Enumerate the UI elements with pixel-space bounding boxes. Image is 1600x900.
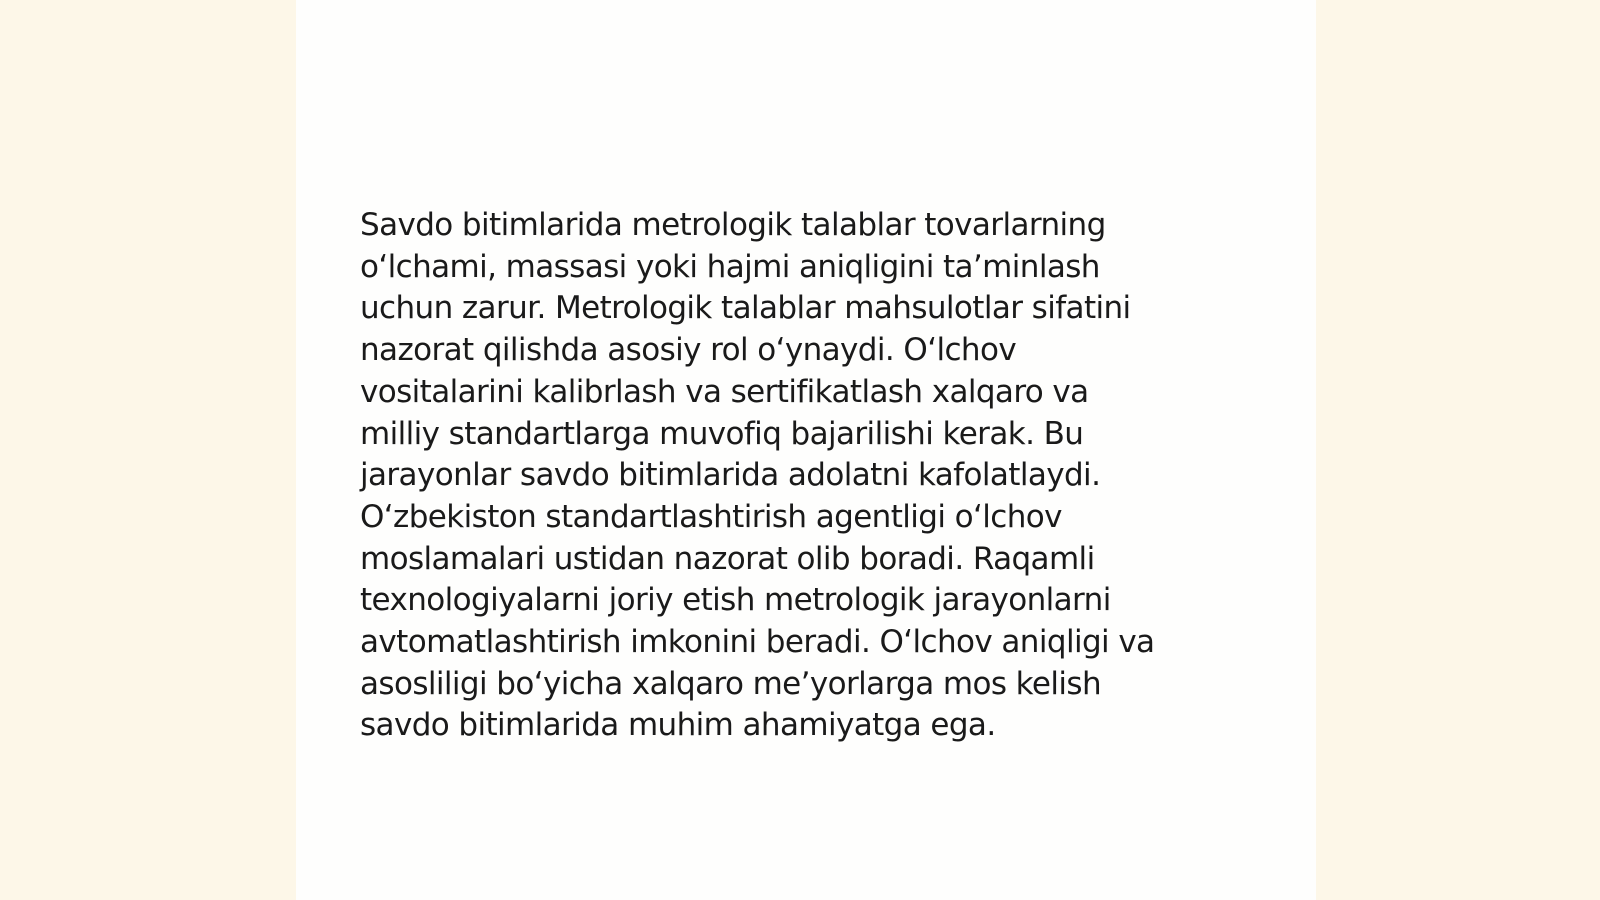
paragraph-line: avtomatlashtirish imkonini beradi. Oʻlchov aniqligi va xyxy=(360,624,1155,661)
paragraph-line: texnologiyalarni joriy etish metrologik jarayonlarni xyxy=(360,582,1111,619)
left-margin-panel xyxy=(0,0,296,900)
paragraph-line: asosliligi boʻyicha xalqaro meʼyorlarga mos kelish xyxy=(360,665,1102,702)
paragraph-line: Oʻzbekiston standartlashtirish agentligi oʻlchov xyxy=(360,498,1062,535)
body-paragraph xyxy=(360,205,1240,747)
paragraph-line: savdo bitimlarida muhim ahamiyatga ega. xyxy=(360,707,996,744)
paragraph-line: milliy standartlarga muvofiq bajarilishi kerak. Bu xyxy=(360,415,1084,452)
paragraph-line: moslamalari ustidan nazorat olib boradi. Raqamli xyxy=(360,540,1095,577)
paragraph-line: Savdo bitimlarida metrologik talablar tovarlarning xyxy=(360,207,1106,243)
paragraph-line: nazorat qilishda asosiy rol oʻynaydi. Oʻlchov xyxy=(360,332,1017,369)
paragraph-line: uchun zarur. Metrologik talablar mahsulotlar sifatini xyxy=(360,290,1131,327)
paragraph-line: vositalarini kalibrlash va sertifikatlash xalqaro va xyxy=(360,373,1089,410)
right-margin-panel xyxy=(1316,0,1600,900)
paragraph-line: jarayonlar savdo bitimlarida adolatni kafolatlaydi. xyxy=(360,457,1101,494)
paragraph-line: oʻlchami, massasi yoki hajmi aniqligini taʼminlash xyxy=(360,248,1100,285)
